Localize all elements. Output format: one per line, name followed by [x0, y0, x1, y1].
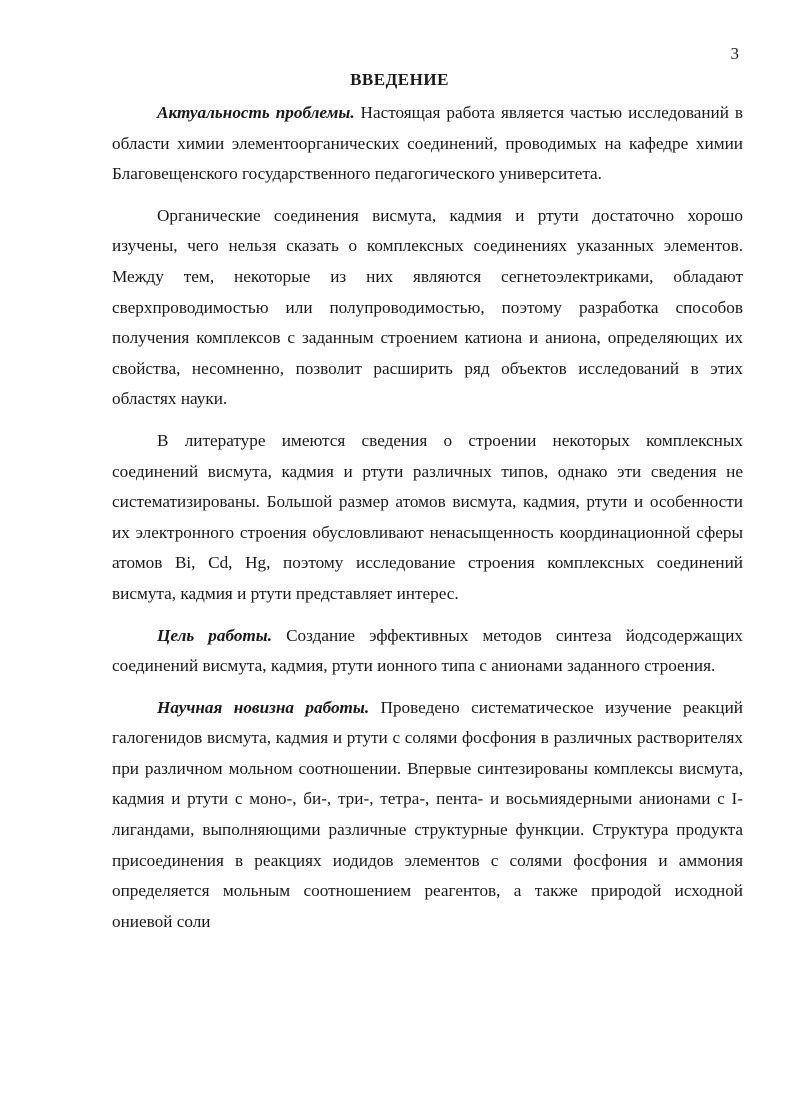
paragraph-text: Создание эффективных методов синтеза йодсодержащих соединений висмута, кадмия, ртути ионного типа с анионами заданного строения.	[112, 625, 744, 676]
paragraph-relevance	[112, 98, 743, 190]
paragraph-lead: Актуальность проблемы.	[157, 103, 355, 122]
paragraph-text: Настоящая работа является частью исследований в области химии элементоорганических соединений, проводимых на кафедре химии Благовещенского государственного педагогического университета.	[112, 103, 743, 184]
paragraph-novelty	[112, 693, 743, 938]
paragraph-text: Проведено систематическое изучение реакций галогенидов висмута, кадмия и ртути с солями фосфония в различных растворителях при различном мольном соотношении. Впервые синтезированы комплексы висмута, кадмия и ртути с моно-, би-, три-, тетра-, пента- и восьмиядерными анионами с I-лигандами, выполняющими различные структурные функции. Структура продукта присоединения в реакциях иодидов элементов с солями фосфония и аммония определяется мольным соотношением реагентов, а также природой исходной ониевой соли	[112, 697, 743, 931]
paragraph-lead: Цель работы.	[157, 625, 273, 645]
document-body	[112, 98, 743, 948]
page-number: 3	[730, 44, 739, 63]
section-title: ВВЕДЕНИЕ	[350, 70, 449, 89]
paragraph-text: В литературе имеются сведения о строении некоторых комплексных соединений висмута, кадмия и ртути различных типов, однако эти сведения не систематизированы. Большой размер атомов висмута, кадмия, ртути и особенности их электронного строения обусловливают ненасыщенность координационной сферы атомов Bi, Cd, Hg, поэтому исследование строения комплексных соединений висмута, кадмия и ртути представляет интерес.	[112, 430, 743, 603]
paragraph-literature	[112, 426, 743, 610]
paragraph-lead: Научная новизна работы.	[157, 697, 370, 717]
paragraph-goal	[112, 621, 743, 682]
paragraph-organic-compounds	[112, 201, 743, 415]
paragraph-text: Органические соединения висмута, кадмия и ртути достаточно хорошо изучены, чего нельзя сказать о комплексных соединениях указанных элементов. Между тем, некоторые из них являются сегнетоэлектриками, обладают сверхпроводимостью или полупроводимостью, поэтому разработка способов получения комплексов с заданным строением катиона и аниона, определяющих их свойства, несомненно, позволит расширить ряд объектов исследований в этих областях науки.	[112, 205, 743, 409]
